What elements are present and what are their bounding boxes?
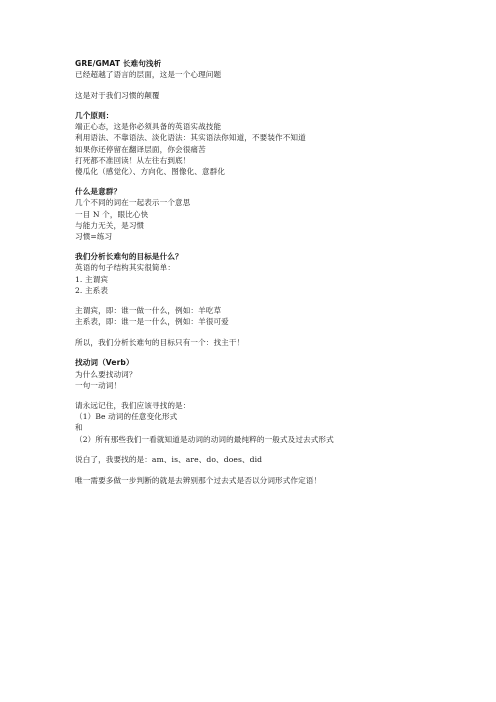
sense-group-line: 与能力无关，是习惯 [75,220,145,230]
sense-group-line: 几个不同的词在一起表示一个意思 [75,198,191,208]
verb-final: 唯一需要多做一步判断的就是去辨别那个过去式是否以分词形式作定语！ [75,475,322,485]
principle-line: 端正心态，这是你必须具备的英语实战技能 [75,122,222,132]
goal-line: 1. 主谓宾 [75,274,109,284]
goal-line: 英语的句子结构其实很简单： [75,263,176,273]
verb-line: 一句一动词！ [75,380,122,390]
principle-line: 打死都不准回读！从左往右到底！ [75,155,191,165]
verb-remember-line: （1）Be 动词的任意变化形式 [75,412,178,422]
principle-line: 利用语法、不靠语法、淡化语法：其实语法你知道，不要装作不知道 [75,133,306,143]
goal-heading: 我们分析长难句的目标是什么？ [75,252,183,262]
principles-heading: 几个原则： [75,111,114,121]
sense-group-line: 一目 N 个，眼比心快 [75,209,149,219]
principle-line: 如果你还停留在翻译层面，你会很痛苦 [75,144,206,154]
verb-heading: 找动词（Verb） [75,358,134,368]
document-title: GRE/GMAT 长难句浅析 [75,59,162,68]
verb-remember-line: （2）所有那些我们一看就知道是动词的动词的最纯粹的一般式及过去式形式 [75,434,334,444]
goal-line: 2. 主系表 [75,285,109,295]
verb-remember-line: 和 [75,423,83,433]
intro-line-2: 这是对于我们习惯的颠覆 [75,90,160,100]
document-page [75,58,485,486]
goal-conclusion: 所以，我们分析长难句的目标只有一个：找主干！ [75,337,245,347]
principle-line: 傻瓜化（感觉化）、方向化、图像化、意群化 [75,166,226,176]
verb-remember-line: 请永远记住，我们应该寻找的是： [75,401,191,411]
goal-example: 主谓宾，即：谁一做一什么，例如：羊吃草 [75,306,222,316]
sense-group-line: 习惯=练习 [75,231,113,241]
verb-summary: 说白了，我要找的是：am、is、are、do、does、did [75,455,263,465]
goal-example: 主系表，即：谁一是一什么，例如：羊很可爱 [75,317,229,327]
verb-line: 为什么要找动词？ [75,369,137,379]
intro-line-1: 已经超越了语言的层面，这是一个心理问题 [75,70,222,80]
sense-group-heading: 什么是意群？ [75,187,122,197]
